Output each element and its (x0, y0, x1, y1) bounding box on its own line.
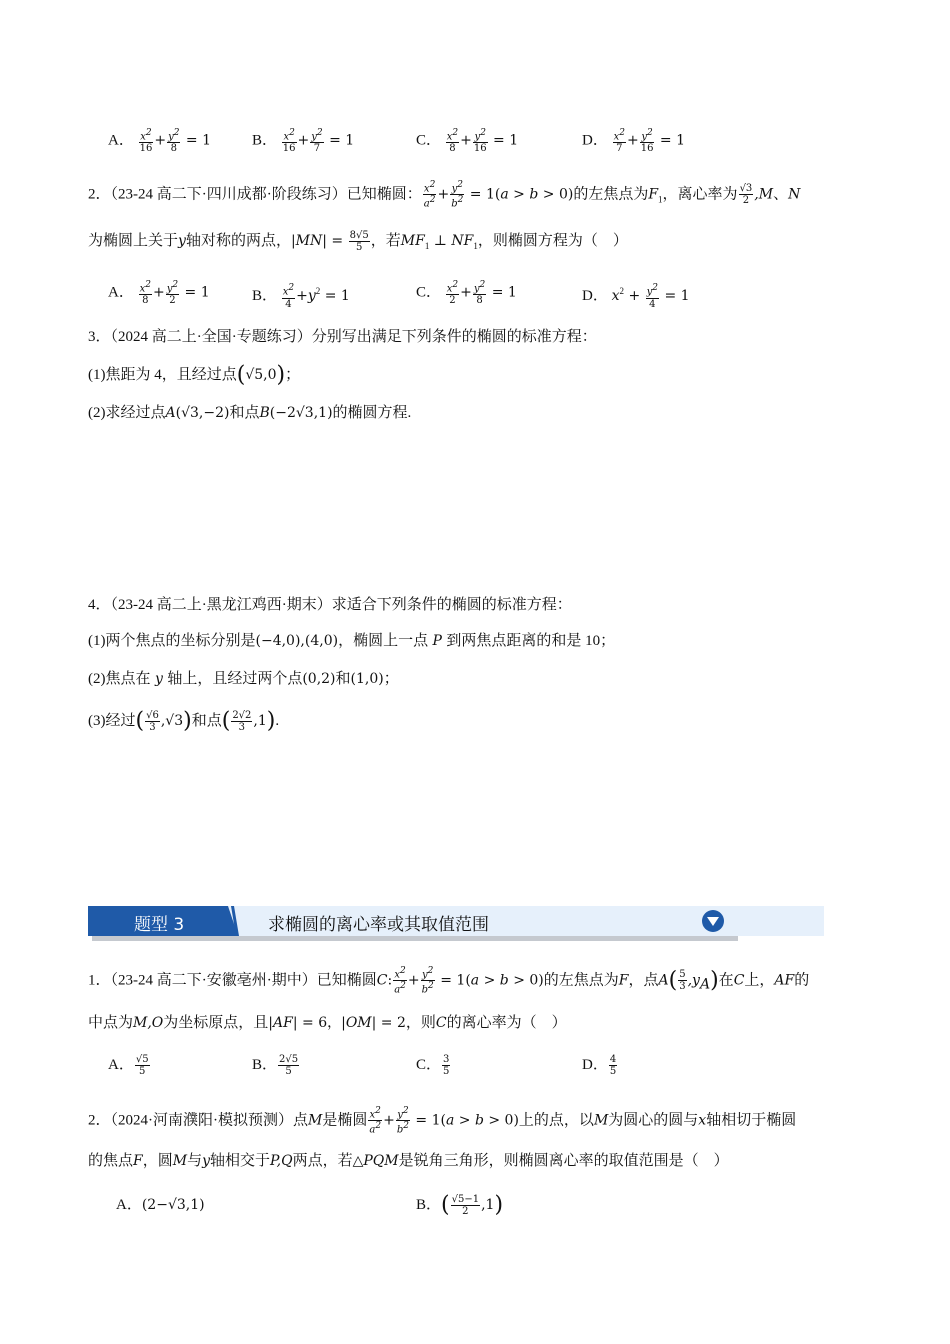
fraction: $\frac{√5-1}{2}$ (451, 1194, 480, 1218)
text: 轴上，且经过两个点 (167, 671, 303, 687)
text: 上， (744, 972, 775, 989)
fraction: $\frac{x^2}{a^2}$ (394, 966, 406, 996)
fraction: $\frac{y^2}{8}$ (473, 280, 486, 307)
text: . (275, 713, 280, 729)
fraction: $\frac{x^2}{a^2}$ (423, 180, 436, 210)
section-label: 题型 3 (134, 915, 185, 935)
option-label: A． (116, 1197, 142, 1213)
fraction: $\frac{y^2}{16}$ (640, 128, 654, 155)
text: 的焦点 (88, 1153, 134, 1169)
fraction: $\frac{x^2}{8}$ (446, 128, 459, 155)
option-label: D． (582, 132, 608, 149)
fraction: $\frac{x^2}{16}$ (139, 128, 153, 155)
q1-option-a: A． $\frac{x^2}{16}$ + $\frac{y^2}{8}$ = 1 (108, 128, 211, 155)
text: 和点 (229, 405, 260, 421)
s3q2-option-b: B．( $\frac{√5-1}{2}$ ,1) (416, 1192, 504, 1218)
question-number: 2． (88, 186, 111, 203)
text: 轴相交于 (210, 1153, 271, 1169)
text: (1)焦距为 4，且经过点 (88, 367, 237, 383)
question-source: （23-24 高二下·安徽亳州·期中）已知椭圆 (110, 972, 377, 989)
s3q2-line1: 2．（2024·河南濮阳·模拟预测）点M是椭圆 $\frac{x^2}{a^2}$ + $\frac{y^2}{b^2}$ = 1(a > b > 0)上的点，以M为圆心的圆与x轴相切于椭圆 (88, 1106, 797, 1136)
option-label: A． (108, 1057, 134, 1073)
fraction: $\frac{y^2}{b^2}$ (451, 180, 464, 210)
text: 和 (335, 671, 351, 687)
text: ，圆 (142, 1153, 173, 1169)
fraction: $\frac{y^2}{b^2}$ (421, 966, 434, 996)
section-title: 求椭圆的离心率或其取值范围 (268, 915, 489, 935)
fraction: $\frac{x^2}{2}$ (446, 280, 459, 307)
text: ，则椭圆方程为（ ） (477, 233, 628, 249)
q2-option-d: D． $x^2$ + $\frac{y^2}{4}$ = 1 (582, 283, 690, 310)
question-number: 1． (88, 972, 111, 989)
q2-option-c: C． $\frac{x^2}{2}$ + $\frac{y^2}{8}$ = 1 (416, 280, 517, 307)
option-label: D． (582, 1057, 608, 1073)
question-source: （23-24 高二上·黑龙江鸡西·期末）求适合下列条件的椭圆的标准方程： (110, 597, 572, 613)
q3-part1: (1)焦距为 4，且经过点(√5,0)； (88, 362, 301, 388)
option-label: C． (416, 132, 442, 149)
s3q1-option-a (108, 1054, 151, 1077)
chevron-down-icon[interactable] (702, 910, 724, 932)
text: 的左焦点为 (573, 186, 649, 203)
q3-part2: (2)求经过点A(√3,−2)和点B(−2√3,1)的椭圆方程. (88, 405, 412, 421)
fraction: $\frac{3}{5}$ (443, 1054, 450, 1078)
fraction: $\frac{y^2}{2}$ (166, 280, 179, 307)
fraction: $\frac{x^2}{4}$ (282, 283, 295, 310)
text: ，点 (628, 972, 659, 989)
text: 和点 (191, 713, 222, 729)
text: 是锐角三角形，则椭圆离心率的取值范围是（ ） (398, 1153, 729, 1169)
option-label: B． (252, 1057, 278, 1073)
fraction: $\frac{x^2}{a^2}$ (369, 1106, 382, 1136)
question-number: 2． (88, 1112, 111, 1129)
q4-part3: (3)经过( $\frac{√6}{3}$ ,√3)和点( $\frac{2√2}{3}$ ,1). (88, 708, 280, 734)
option-label: D． (582, 288, 608, 304)
text: (2)求经过点 (88, 405, 166, 421)
text: (1)两个焦点的坐标分别是 (88, 633, 256, 649)
q1-option-c: C． $\frac{x^2}{8}$ + $\frac{y^2}{16}$ = 1 (416, 128, 519, 155)
question-source: （23-24 高二下·四川成都·阶段练习）已知椭圆： (110, 186, 422, 203)
s3q1-option-c (416, 1054, 451, 1077)
s3q1-line1: 1．（23-24 高二下·安徽亳州·期中）已知椭圆C: $\frac{x^2}{a^2}$ + $\frac{y^2}{b^2}$ = 1(a > b > 0)的左焦点为F，点A( $\frac{5}{3}$ $,y_A$)在C上，AF的 (88, 966, 810, 996)
fraction: $\frac{2√5}{5}$ (279, 1054, 299, 1078)
text: 与 (187, 1153, 203, 1169)
fraction: $\frac{2√2}{3}$ (232, 710, 252, 734)
fraction: $\frac{x^2}{16}$ (282, 128, 296, 155)
fraction: $\frac{y^2}{16}$ (473, 128, 487, 155)
text: 在 (718, 972, 734, 989)
text: ； (383, 671, 399, 687)
q2-line1: 2．（23-24 高二下·四川成都·阶段练习）已知椭圆： $\frac{x^2}{a^2}$ + $\frac{y^2}{b^2}$ = 1(a > b > 0)的左焦点为$F_1$，离心率为 $\frac{√3}{2}$ ,M、N (88, 180, 801, 210)
s3q1-option-d (582, 1054, 618, 1077)
option-label: C． (416, 1057, 442, 1073)
text: 是椭圆 (322, 1112, 368, 1129)
fraction: $\frac{y^2}{7}$ (311, 128, 323, 155)
text: (3)经过 (88, 713, 136, 729)
text: 为圆心的圆与 (608, 1112, 699, 1129)
q4-line1 (88, 594, 572, 616)
fraction: $\frac{x^2}{7}$ (613, 128, 625, 155)
fraction: $\frac{√3}{2}$ (739, 183, 753, 207)
s3q2-option-a: A．(2−√3,1) (116, 1197, 205, 1213)
text: (2)焦点在 (88, 671, 151, 687)
q2-option-a: A． $\frac{x^2}{8}$ + $\frac{y^2}{2}$ = 1 (108, 280, 210, 307)
section-banner (88, 906, 738, 940)
q3-line1 (88, 326, 597, 348)
q4-part2: (2)焦点在 y 轴上，且经过两个点(0,2)和(1,0)； (88, 671, 399, 687)
text: ； (285, 367, 301, 383)
question-source: （2024 高二上·全国·专题练习）分别写出满足下列条件的椭圆的标准方程： (110, 329, 597, 345)
fraction: $\frac{y^2}{8}$ (168, 128, 180, 155)
option-label: C． (416, 284, 442, 301)
text: ，则 (405, 1015, 436, 1031)
s3q2-line2: 的焦点F，圆M与y轴相交于P,Q两点，若△PQM是锐角三角形，则椭圆离心率的取值范围是（ ） (88, 1153, 729, 1169)
option-label: B． (252, 132, 278, 149)
q1-option-d: D． $\frac{x^2}{7}$ + $\frac{y^2}{16}$ = 1 (582, 128, 685, 155)
text: 、 (773, 186, 789, 203)
text: 的左焦点为 (543, 972, 619, 989)
fraction: $\frac{4}{5}$ (609, 1054, 617, 1078)
text: ，椭圆上一点 (338, 633, 429, 649)
text: 中点为 (88, 1015, 134, 1031)
text: 上的点，以 (518, 1112, 594, 1129)
s3q1-option-b (252, 1054, 300, 1077)
text: 到两焦点距离的和是 10； (446, 633, 616, 649)
text: 轴对称的两点， (185, 233, 291, 249)
fraction: $\frac{x^2}{8}$ (139, 280, 151, 307)
question-source: （2024·河南濮阳·模拟预测）点 (110, 1112, 309, 1129)
fraction: $\frac{y^2}{b^2}$ (396, 1106, 409, 1136)
s3q1-line2: 中点为M,O为坐标原点，且|AF| = 6，|OM| = 2，则C的离心率为（ ） (88, 1015, 567, 1031)
option-label: B． (252, 288, 278, 304)
question-number: 4． (88, 597, 111, 613)
fraction: $\frac{8√5}{5}$ (349, 230, 369, 254)
text: 为椭圆上关于 (88, 233, 179, 249)
fraction: $\frac{5}{3}$ (679, 969, 686, 993)
text: ，若 (370, 233, 401, 249)
text: 的椭圆方程. (332, 405, 412, 421)
question-number: 3． (88, 329, 111, 345)
q2-line2: 为椭圆上关于y轴对称的两点，|MN| = $\frac{8√5}{5}$ ，若$MF_1$ ⊥ $NF_1$，则椭圆方程为（ ） (88, 230, 628, 254)
text: 轴相切于椭圆 (706, 1112, 797, 1129)
text: 的离心率为（ ） (446, 1015, 567, 1031)
option-label: A． (108, 132, 134, 149)
q1-option-b: B． $\frac{x^2}{16}$ + $\frac{y^2}{7}$ = 1 (252, 128, 355, 155)
option-label: B． (416, 1197, 442, 1213)
text: ，离心率为 (662, 186, 738, 203)
fraction: $\frac{y^2}{4}$ (646, 283, 659, 310)
text: 两点，若 (292, 1153, 353, 1169)
text: 为坐标原点，且 (163, 1015, 269, 1031)
q4-part1: (1)两个焦点的坐标分别是(−4,0),(4,0)，椭圆上一点 P 到两焦点距离的和是 10； (88, 633, 616, 649)
fraction: $\frac{√5}{5}$ (135, 1054, 149, 1078)
q2-option-b: B． $\frac{x^2}{4}$ $+y^2 = 1$ (252, 283, 350, 310)
option-label: A． (108, 284, 134, 301)
fraction: $\frac{√6}{3}$ (146, 710, 159, 734)
